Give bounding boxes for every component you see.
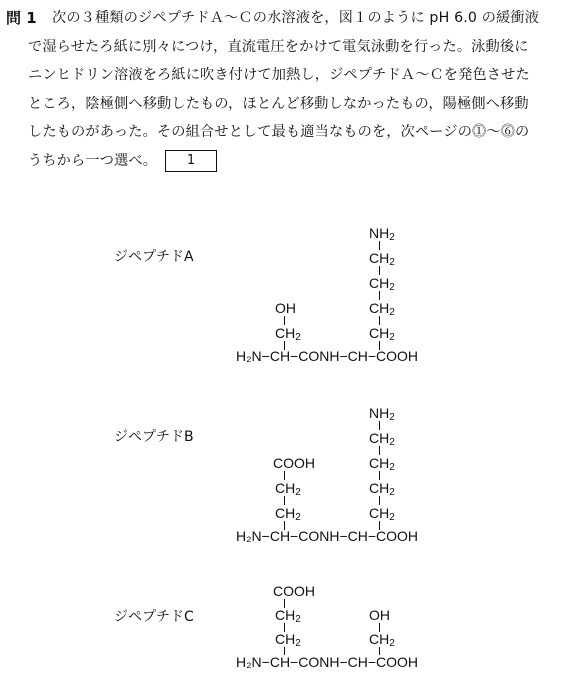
dipeptide-c bbox=[0, 580, 581, 672]
dipeptide-b bbox=[0, 400, 581, 560]
dipeptide-b-label: ジペプチドB bbox=[114, 429, 194, 445]
dipeptide-b-left-cooh: COOH bbox=[273, 455, 315, 471]
dipeptide-b-right-nh2: $NH_2$ bbox=[369, 405, 395, 423]
answer-box[interactable]: 1 bbox=[165, 150, 217, 172]
question-line-4: ところ，陰極側へ移動したもの，ほとんど移動しなかったもの，陽極側へ移動 bbox=[28, 95, 529, 112]
dipeptide-c-left-cooh: COOH bbox=[273, 583, 315, 599]
dipeptide-a bbox=[0, 220, 581, 380]
question-line-6 bbox=[28, 147, 576, 176]
question-text bbox=[28, 4, 576, 176]
dipeptide-a-right-ch2-4: $CH_2$ bbox=[369, 325, 395, 343]
dipeptide-c-left-ch2-2: $CH_2$ bbox=[275, 631, 301, 649]
dipeptide-b-left-ch2-2: $CH_2$ bbox=[275, 505, 301, 523]
dipeptide-c-right-oh: OH bbox=[369, 607, 390, 623]
dipeptide-a-right-ch2-1: $CH_2$ bbox=[369, 250, 395, 268]
bond bbox=[379, 291, 380, 300]
dipeptide-a-right-ch2-3: $CH_2$ bbox=[369, 300, 395, 318]
bond bbox=[379, 496, 380, 505]
question-line-6-text: うちから一つ選べ。 bbox=[28, 152, 158, 169]
question-line-1: 次の３種類のジペプチドＡ～Ｃの水溶液を，図１のように pH 6.0 の緩衝液 bbox=[52, 10, 540, 26]
dipeptide-b-backbone: H₂N−CH−CONH−CH−COOH bbox=[236, 528, 419, 544]
question-line-5: したものがあった。その組合せとして最も適当なものを，次ページの⓵～⓺の bbox=[28, 124, 530, 141]
dipeptide-c-right-ch2: $CH_2$ bbox=[369, 631, 395, 649]
bond bbox=[379, 471, 380, 480]
bond bbox=[379, 241, 380, 250]
bond bbox=[284, 496, 285, 505]
bond bbox=[284, 471, 285, 480]
dipeptide-b-right-ch2-3: $CH_2$ bbox=[369, 480, 395, 498]
dipeptide-a-right-ch2-2: $CH_2$ bbox=[369, 275, 395, 293]
dipeptide-c-label: ジペプチドC bbox=[114, 609, 194, 625]
dipeptide-c-left-ch2-1: $CH_2$ bbox=[275, 607, 301, 625]
bond bbox=[379, 421, 380, 430]
question-number: 問 1 bbox=[6, 9, 37, 27]
dipeptide-a-left-oh: OH bbox=[275, 300, 296, 316]
bond bbox=[284, 316, 285, 325]
dipeptide-b-right-ch2-2: $CH_2$ bbox=[369, 455, 395, 473]
question-line-2: で湿らせたろ紙に別々につけ，直流電圧をかけて電気泳動を行った。泳動後に bbox=[28, 38, 529, 55]
dipeptide-a-right-nh2: $NH_2$ bbox=[369, 225, 395, 243]
dipeptide-c-backbone: H₂N−CH−CONH−CH−COOH bbox=[236, 654, 419, 670]
dipeptide-b-right-ch2-4: $CH_2$ bbox=[369, 505, 395, 523]
dipeptide-b-left-ch2-1: $CH_2$ bbox=[275, 480, 301, 498]
bond bbox=[379, 316, 380, 325]
dipeptide-a-label: ジペプチドA bbox=[114, 249, 194, 265]
dipeptide-a-left-ch2: $CH_2$ bbox=[275, 325, 301, 343]
dipeptide-a-backbone: H₂N−CH−CONH−CH−COOH bbox=[236, 348, 419, 364]
question-line-3: ニンヒドリン溶液をろ紙に吹き付けて加熱し，ジペプチドＡ～Ｃを発色させた bbox=[28, 67, 530, 84]
bond bbox=[379, 266, 380, 275]
bond bbox=[379, 446, 380, 455]
dipeptide-b-right-ch2-1: $CH_2$ bbox=[369, 430, 395, 448]
